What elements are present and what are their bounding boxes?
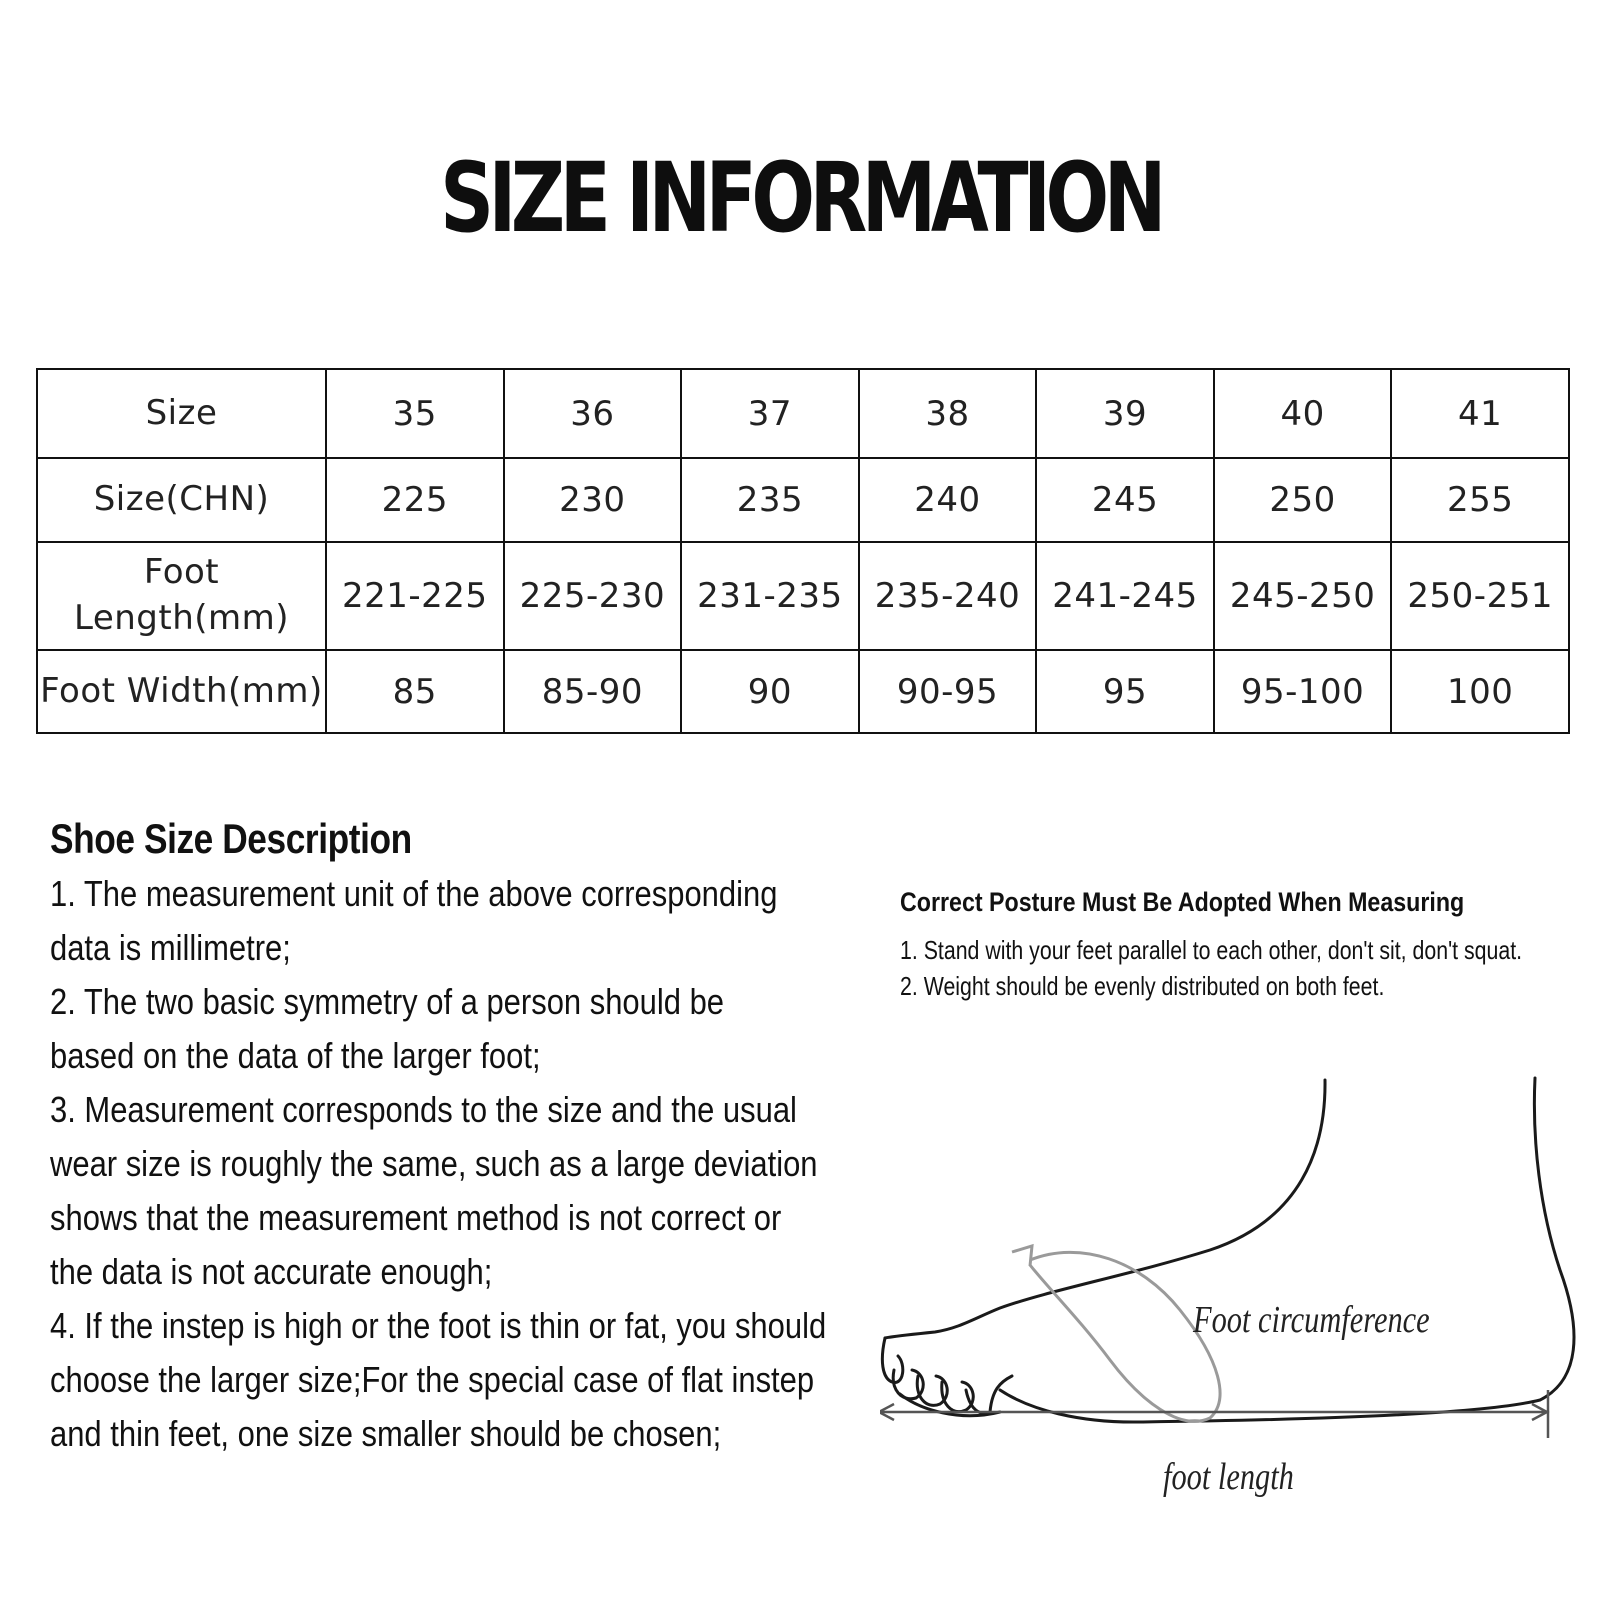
description-line: 1. The measurement unit of the above corresponding: [50, 873, 778, 914]
description-line: 2. The two basic symmetry of a person should be: [50, 981, 725, 1022]
description-body: [50, 867, 867, 1461]
table-cell: 36: [504, 369, 682, 458]
size-table: [36, 368, 1570, 734]
posture-line: 2. Weight should be evenly distributed on both feet.: [900, 971, 1385, 1001]
table-row: [37, 369, 1569, 458]
table-cell: 35: [326, 369, 504, 458]
table-cell: 41: [1391, 369, 1569, 458]
posture-body: [900, 932, 1581, 1004]
table-cell: 225-230: [504, 542, 682, 650]
table-row: [37, 650, 1569, 733]
description-line: based on the data of the larger foot;: [50, 1035, 541, 1076]
description-line: 3. Measurement corresponds to the size and the usual: [50, 1089, 797, 1130]
table-cell: 95-100: [1214, 650, 1392, 733]
table-cell: 85: [326, 650, 504, 733]
description-heading: Shoe Size Description: [50, 815, 412, 862]
table-cell: 231-235: [681, 542, 859, 650]
table-cell: 250-251: [1391, 542, 1569, 650]
posture-heading: Correct Posture Must Be Adopted When Measuring: [900, 887, 1465, 917]
table-cell: 40: [1214, 369, 1392, 458]
description-line: wear size is roughly the same, such as a large deviation: [50, 1143, 818, 1184]
table-cell: 235-240: [859, 542, 1037, 650]
table-cell: 85-90: [504, 650, 682, 733]
description-line: the data is not accurate enough;: [50, 1251, 493, 1292]
circumference-loop: [1030, 1252, 1220, 1421]
foot-outline-heel: [1000, 1078, 1574, 1422]
table-row: [37, 542, 1569, 650]
description-line: and thin feet, one size smaller should be chosen;: [50, 1413, 722, 1454]
table-cell: 225: [326, 458, 504, 542]
table-cell: 230: [504, 458, 682, 542]
table-cell: 38: [859, 369, 1037, 458]
table-cell: 241-245: [1036, 542, 1214, 650]
table-cell: 255: [1391, 458, 1569, 542]
table-row: [37, 458, 1569, 542]
description-line: shows that the measurement method is not correct or: [50, 1197, 782, 1238]
table-cell: 39: [1036, 369, 1214, 458]
description-line: 4. If the instep is high or the foot is thin or fat, you should: [50, 1305, 827, 1346]
table-cell: 100: [1391, 650, 1569, 733]
row-header-line: Foot: [143, 552, 220, 593]
table-cell: 37: [681, 369, 859, 458]
posture-line: 1. Stand with your feet parallel to each other, don't sit, don't squat.: [900, 935, 1523, 965]
description-line: data is millimetre;: [50, 927, 291, 968]
table-cell: 245: [1036, 458, 1214, 542]
table-cell: 245-250: [1214, 542, 1392, 650]
row-header-foot-length: [37, 542, 326, 650]
table-cell: 240: [859, 458, 1037, 542]
table-cell: 90-95: [859, 650, 1037, 733]
foot-measurement-illustration: [880, 1060, 1600, 1480]
row-header-foot-width: Foot Width(mm): [37, 650, 326, 733]
posture-instructions: [900, 887, 1600, 1004]
row-header-line: Length(mm): [73, 598, 290, 638]
foot-circumference-label: Foot circumference: [1193, 1299, 1430, 1341]
table-cell: 250: [1214, 458, 1392, 542]
row-header-size: Size: [37, 369, 326, 458]
table-cell: 95: [1036, 650, 1214, 733]
page-title: SIZE INFORMATION: [440, 142, 1161, 254]
row-header-size-chn: Size(CHN): [37, 458, 326, 542]
foot-length-label: foot length: [1163, 1456, 1294, 1498]
shoe-size-description: [50, 815, 870, 1461]
table-cell: 235: [681, 458, 859, 542]
table-cell: 221-225: [326, 542, 504, 650]
table-cell: 90: [681, 650, 859, 733]
description-line: choose the larger size;For the special case of flat instep: [50, 1359, 815, 1400]
circumference-arrow-icon: [1012, 1246, 1032, 1266]
